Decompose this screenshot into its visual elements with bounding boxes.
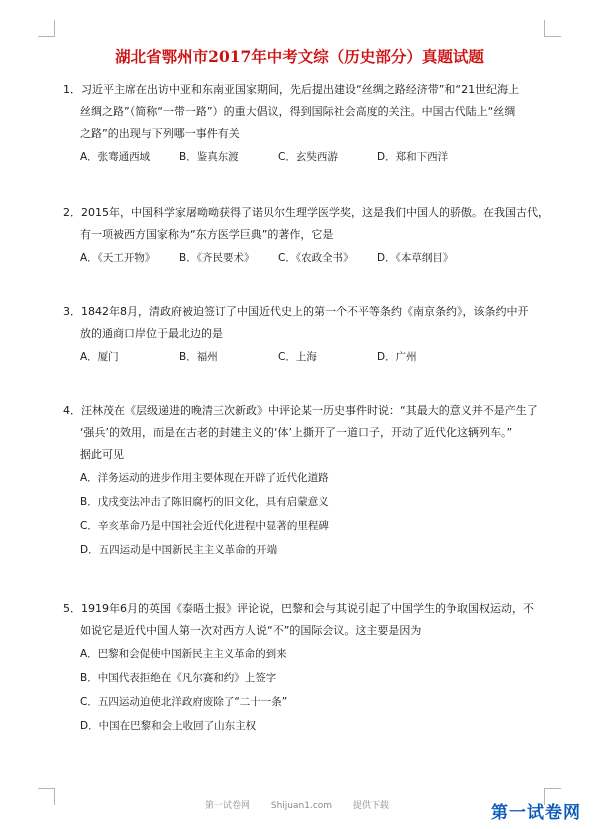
option-a: A．《天工开物》 <box>80 252 156 264</box>
question-3-options <box>63 345 563 369</box>
question-1-options <box>63 145 563 169</box>
question-4-stem-line: ‘强兵’的效用，而是在古老的封建主义的‘体’上撕开了一道口子，开动了近代化这辆列车。” <box>80 426 513 439</box>
question-5 <box>63 598 563 738</box>
question-1 <box>63 79 563 169</box>
option-b: B．福州 <box>179 351 218 363</box>
option-d: D．五四运动是中国新民主主义革命的开端 <box>80 544 278 556</box>
crop-mark-top-left <box>38 20 55 37</box>
option-c: C．《农政全书》 <box>278 252 354 264</box>
option-a: A．厦门 <box>80 351 119 363</box>
footer-site-name: 第一试卷网 <box>205 801 251 811</box>
option-d: D．《本草纲目》 <box>377 252 454 264</box>
question-4 <box>63 400 563 562</box>
question-3 <box>63 301 563 369</box>
question-3-stem-line: 放的通商口岸位于最北边的是 <box>80 327 223 340</box>
option-c: C．玄奘西游 <box>278 151 338 163</box>
question-1-stem-line: 1．习近平主席在出访中亚和东南亚国家期间，先后提出建设“丝绸之路经济带”和“21世纪海上 <box>63 83 520 96</box>
option-b: B．《齐民要术》 <box>179 252 255 264</box>
page-footer <box>205 798 407 811</box>
option-b: B．戊戌变法冲击了陈旧腐朽的旧文化，具有启蒙意义 <box>80 496 329 508</box>
option-a: A．巴黎和会促使中国新民主主义革命的到来 <box>80 648 287 660</box>
option-c: C．五四运动迫使北洋政府废除了“二十一条” <box>80 696 288 708</box>
page-title: 湖北省鄂州市2017年中考文综（历史部分）真题试题 <box>115 47 484 66</box>
question-1-stem-line: 丝绸之路”（简称“一带一路”）的重大倡议，得到国际社会高度的关注。中国古代陆上“丝绸 <box>80 105 516 118</box>
question-2-options <box>63 246 563 270</box>
question-3-stem-line: 3．1842年8月，清政府被迫签订了中国近代史上的第一个不平等条约《南京条约》，该条约中开 <box>63 305 529 318</box>
question-5-stem-line: 如说它是近代中国人第一次对西方人说“不”的国际会议。这主要是因为 <box>80 624 422 637</box>
footer-note: 提供下载 <box>352 801 389 811</box>
question-5-stem-line: 5．1919年6月的英国《泰晤士报》评论说，巴黎和会与其说引起了中国学生的争取国权运动，不 <box>63 602 534 615</box>
footer-url: Shijuan1.com <box>270 801 333 811</box>
option-d: D．广州 <box>377 351 417 363</box>
question-4-stem-line: 4．汪林茂在《层级递进的晚清三次新政》中评论某一历史事件时说：“其最大的意义并不是产生了 <box>63 404 538 417</box>
option-c: C．辛亥革命乃是中国社会近代化进程中显著的里程碑 <box>80 520 329 532</box>
option-d: D．郑和下西洋 <box>377 151 449 163</box>
question-2-stem-line: 2．2015年，中国科学家屠呦呦获得了诺贝尔生理学医学奖，这是我们中国人的骄傲。在我国古代， <box>63 206 549 219</box>
question-1-stem-line: 之路”的出现与下列哪一事件有关 <box>80 127 240 140</box>
option-b: B．中国代表拒绝在《凡尔赛和约》上签字 <box>80 672 277 684</box>
question-2-stem-line: 有一项被西方国家称为“东方医学巨典”的著作，它是 <box>80 228 334 241</box>
watermark-logo: 第一试卷网 <box>491 803 581 823</box>
option-a: A．张骞通西域 <box>80 151 151 163</box>
option-c: C．上海 <box>278 351 317 363</box>
question-4-stem-line: 据此可见 <box>80 448 124 461</box>
option-b: B．鉴真东渡 <box>179 151 239 163</box>
option-a: A．洋务运动的进步作用主要体现在开辟了近代化道路 <box>80 472 329 484</box>
crop-mark-bottom-left <box>38 788 55 805</box>
option-d: D．中国在巴黎和会上收回了山东主权 <box>80 720 257 732</box>
question-2 <box>63 202 563 270</box>
crop-mark-top-right <box>544 20 561 37</box>
